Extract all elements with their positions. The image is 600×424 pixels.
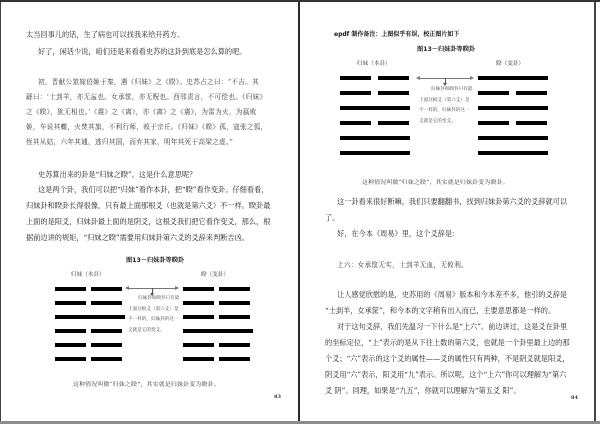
quote-line: 繇曰：‘士刲羊，亦无衁也。女承筐，亦无贶也。西邻责言，不可偿也。《归妹》 [26,93,267,101]
yang-line [478,76,548,80]
paragraph: 对于这句爻辞，我们先温习一下什么是“上六”。前边讲过，这是爻在卦里 [337,322,568,331]
yin-line [55,357,125,361]
page-83 [0,2,298,421]
yin-line [478,121,548,125]
paragraph: 了。 [325,213,340,222]
yin-line [55,301,125,305]
figure-explanation: 归妹卦和睽卦只有最上面这根爻（第六爻）是不一样的，归妹卦的这一爻就是它的变爻。 [128,296,180,333]
page-number: 84 [571,395,578,401]
yin-line [183,301,253,305]
paragraph: 这一卦看来很好断嘛，我们只要翻翻书，找到归妹卦第六爻的爻辞就可以 [337,197,568,206]
change-arrow [128,288,176,289]
paragraph: 归妹卦和睽卦长得很像，只有最上面那根爻（也就是第六爻）不一样。睽卦最 [26,201,271,210]
change-arrow [419,78,471,79]
yin-line [183,287,253,291]
yin-line [55,343,125,347]
paragraph: 好了，闲话少说，咱们还是来看看史苏的这卦到底是怎么算的吧。 [38,47,247,56]
page-84 [300,2,596,421]
yang-line [340,136,410,140]
yang-line [478,106,548,110]
quote-line: 侄其从姑，六年其逋，逃归其国，而弃其家，明年其死于高梁之虚。” [26,138,234,146]
paragraph: 史苏算出来的卦是“归妹之睽”。这是什么意思呢？ [38,170,197,179]
yin-line [183,315,253,319]
paragraph: 让人感觉欣慰的是，史苏用的《周易》版本和今本差不多，他引的爻辞是 [337,290,568,299]
paragraph: “士刲羊，女承筐”，和今本的文字稍有出入而已，主要意思都是一样的。 [325,306,556,315]
yin-line [55,287,125,291]
figure-caption: 这种情况叫做“归妹之睽”，其实就是归妹卦变为睽卦。 [73,382,220,388]
production-note: epdf 制作备注：上图似乎有误，校正图片如下 [334,31,460,38]
yang-line [478,136,548,140]
hexagram-label-biangua: 睽（变卦） [201,272,229,278]
hexagram-label-benggua: 归妹（本卦） [357,61,391,67]
paragraph: 据前边讲的规矩，“归妹之睽”需要用归妹卦第六爻的爻辞来判断吉凶。 [26,233,249,242]
paragraph: 这是两个卦，我们可以把“归妹”看作本卦，把“睽”看作变卦。仔细看看， [38,185,269,194]
page-number: 83 [274,394,281,400]
quote-line: 姬，车说其輹，火焚其旗，不利行师，败于宗丘。《归妹》《睽》孤，寇张之弧， [26,123,268,131]
paragraph: 的坐标定位，“上”表示的是从下往上数的第六爻，也就是一个卦里最上边的那 [325,338,570,347]
yang-line [55,315,125,319]
yin-line [340,91,410,95]
paragraph: 爻 阴”。同理，如果是“九五”，你就可以理解为“第五爻 阳”。 [325,386,521,395]
figure-title: 图13－归妹卦等睽卦 [126,257,185,264]
yao-ci: 上六：女承筐无实，士刲羊无血，无攸利。 [337,261,468,269]
yin-line [183,343,253,347]
yin-line [478,91,548,95]
yin-line [340,76,410,80]
paragraph: 上面的是阳爻，归妹卦最上面的是阴爻，这根爻我们把它看作变爻，那么，根 [26,217,271,226]
quote-line: 初，晋献公筮嫁伯姬于秦，遇《归妹》之《睽》。史苏占之曰：“不吉。其 [38,78,259,86]
figure-title: 图13－归妹卦等睽卦 [417,46,476,53]
paragraph: 个爻；“六”表示的这个爻的属性——爻的属性只有两种，不是阴爻就是阳爻， [325,354,570,363]
yin-line [340,121,410,125]
quote-line: 之《睽》，犹无相也。’《震》之《离》，亦《离》之《震》，为雷为火，为嬴败 [26,108,257,116]
yin-line [55,329,125,333]
paragraph: 阴爻用“六”表示，阳爻用“九”表示。所以呢，这个“上六”你可以理解为“第六 [325,370,567,379]
paragraph: 好，在今本《周易》里，这个爻辞是： [337,229,460,238]
figure-caption: 这种情况叫做“归妹之睽”，其实就是归妹卦变为睽卦。 [362,180,509,186]
hexagram-label-benggua: 归妹（本卦） [71,272,105,278]
yang-line [183,329,253,333]
yang-line [340,106,410,110]
yang-line [478,151,548,155]
figure-explanation: 归妹卦和睽卦只有最上面这根爻（第六爻）是不一样的，归妹卦的这一爻就是它的变爻。 [419,87,473,124]
paragraph: 太当回事儿的话，生了病也可以找我来给开药方。 [26,30,185,39]
yin-line [183,357,253,361]
yang-line [340,151,410,155]
hexagram-label-biangua: 睽（变卦） [496,61,524,67]
